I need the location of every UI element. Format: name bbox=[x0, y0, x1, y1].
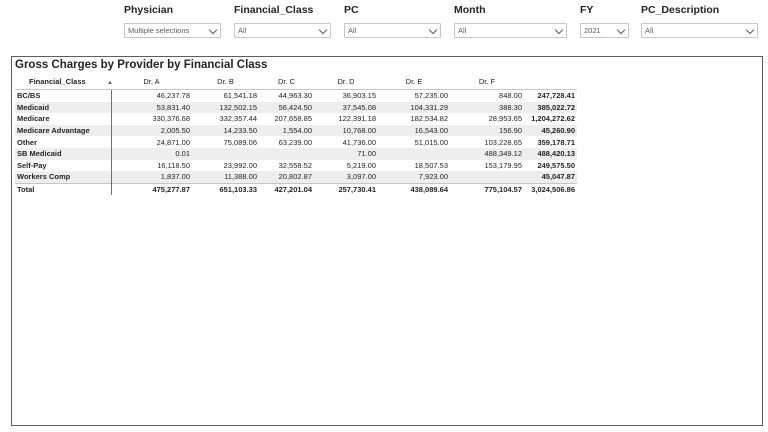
table-cell: 10,768.00 bbox=[342, 126, 376, 136]
table-cell: 5,219.00 bbox=[346, 160, 376, 170]
pc-description-dropdown[interactable] bbox=[641, 23, 758, 38]
slicer-physician bbox=[124, 3, 221, 38]
row-header[interactable] bbox=[15, 74, 111, 90]
slicer-value: All bbox=[458, 26, 467, 35]
table-cell: 132,502.15 bbox=[219, 102, 257, 112]
column-header[interactable]: Dr. A bbox=[111, 74, 192, 90]
table-cell: 7,923.00 bbox=[418, 172, 448, 182]
total-cell: 475,277.87 bbox=[111, 183, 192, 195]
row-label: Workers Comp bbox=[15, 171, 111, 183]
table-cell: 332,357.44 bbox=[219, 114, 257, 124]
chevron-down-icon bbox=[555, 26, 563, 34]
total-cell: 438,089.64 bbox=[378, 183, 450, 195]
table-row[interactable] bbox=[15, 113, 577, 125]
table-cell: 103,228.65 bbox=[484, 137, 522, 147]
row-label: Other bbox=[15, 136, 111, 148]
table-cell: 24,871.00 bbox=[156, 137, 190, 147]
slicer-title: FY bbox=[580, 4, 594, 16]
table-cell: 36,903.15 bbox=[342, 91, 376, 101]
total-label: Total bbox=[15, 183, 111, 195]
slicer-pc bbox=[344, 3, 441, 38]
row-total-cell: 1,204,272.62 bbox=[531, 114, 575, 124]
row-total-cell: 249,575.50 bbox=[537, 160, 575, 170]
slicer-title: PC bbox=[344, 4, 359, 16]
table-row[interactable] bbox=[15, 160, 577, 172]
table-cell: 488,349.12 bbox=[484, 149, 522, 159]
table-cell: 388.30 bbox=[499, 102, 522, 112]
row-total-cell: 247,728.41 bbox=[537, 91, 575, 101]
row-total-cell: 359,178.71 bbox=[537, 137, 575, 147]
table-cell: 1,554.00 bbox=[282, 126, 312, 136]
column-header-row bbox=[15, 74, 577, 90]
table-cell: 3,097.00 bbox=[346, 172, 376, 182]
column-header[interactable]: Dr. F bbox=[450, 74, 524, 90]
table-cell: 37,545.08 bbox=[342, 102, 376, 112]
row-label: Medicare Advantage bbox=[15, 125, 111, 137]
row-total-cell: 488,420.13 bbox=[537, 149, 575, 159]
table-cell: 28,953.65 bbox=[488, 114, 522, 124]
table-row[interactable] bbox=[15, 102, 577, 114]
table-cell: 14,233.50 bbox=[223, 126, 257, 136]
table-cell: 53,831.40 bbox=[156, 102, 190, 112]
total-row[interactable] bbox=[15, 183, 577, 195]
table-cell: 156.90 bbox=[499, 126, 522, 136]
table-cell: 330,376.68 bbox=[152, 114, 190, 124]
row-label: Medicare bbox=[15, 113, 111, 125]
row-total-cell: 45,047.87 bbox=[541, 172, 575, 182]
table-cell: 2,005.50 bbox=[160, 126, 190, 136]
table-cell bbox=[378, 148, 450, 160]
table-cell: 18,507.53 bbox=[414, 160, 448, 170]
slicer-value: All bbox=[348, 26, 357, 35]
slicer-title: PC_Description bbox=[641, 4, 720, 16]
chevron-down-icon bbox=[617, 26, 625, 34]
table-cell: 1,837.00 bbox=[160, 172, 190, 182]
slicer-title: Financial_Class bbox=[234, 4, 314, 16]
matrix-table bbox=[15, 74, 577, 195]
total-cell: 257,730.41 bbox=[314, 183, 378, 195]
table-row[interactable] bbox=[15, 171, 577, 183]
table-cell: 61,541.18 bbox=[223, 91, 257, 101]
table-cell bbox=[450, 171, 524, 183]
slicer-value: All bbox=[645, 26, 654, 35]
table-cell: 46,237.78 bbox=[156, 91, 190, 101]
table-row[interactable] bbox=[15, 148, 577, 160]
table-cell: 104,331.29 bbox=[410, 102, 448, 112]
table-cell: 41,736.00 bbox=[342, 137, 376, 147]
slicer-value: 2021 bbox=[584, 26, 601, 35]
table-cell: 16,118.50 bbox=[157, 160, 190, 170]
table-cell: 182,534.82 bbox=[410, 114, 448, 124]
table-cell: 63,239.00 bbox=[278, 137, 312, 147]
chevron-down-icon bbox=[319, 26, 327, 34]
financial-class-dropdown[interactable] bbox=[234, 23, 331, 38]
table-cell: 0.01 bbox=[175, 149, 190, 159]
column-header[interactable]: Dr. D bbox=[314, 74, 378, 90]
table-cell: 848.00 bbox=[499, 91, 522, 101]
grand-total-cell: 3,024,506.86 bbox=[524, 183, 577, 195]
table-cell: 20,802.87 bbox=[278, 172, 312, 182]
row-header-label: Financial_Class bbox=[29, 77, 86, 86]
column-header[interactable]: Dr. B bbox=[192, 74, 259, 90]
row-label: Self-Pay bbox=[15, 160, 111, 172]
table-cell: 122,391.18 bbox=[338, 114, 376, 124]
slicer-title: Physician bbox=[124, 4, 174, 16]
slicer-fy bbox=[580, 3, 629, 38]
column-header[interactable]: Dr. E bbox=[378, 74, 450, 90]
total-cell: 775,104.57 bbox=[450, 183, 524, 195]
sort-icon: ▲ bbox=[107, 80, 113, 86]
table-cell: 56,424.50 bbox=[278, 102, 312, 112]
row-label: SB Medicaid bbox=[15, 148, 111, 160]
table-row[interactable] bbox=[15, 136, 577, 148]
slicer-title: Month bbox=[454, 4, 486, 16]
table-cell: 207,658.85 bbox=[274, 114, 312, 124]
table-cell: 32,558.52 bbox=[278, 160, 312, 170]
total-cell: 651,103.33 bbox=[192, 183, 259, 195]
slicer-pc-description bbox=[641, 3, 758, 38]
table-cell: 16,543.00 bbox=[414, 126, 448, 136]
row-total-cell: 45,260.90 bbox=[541, 126, 575, 136]
column-header-total[interactable] bbox=[524, 74, 577, 90]
table-cell: 51,015.00 bbox=[414, 137, 448, 147]
slicer-financial-class bbox=[234, 3, 331, 38]
table-cell: 23,992.00 bbox=[223, 160, 257, 170]
table-cell: 75,089.06 bbox=[223, 137, 257, 147]
physician-dropdown[interactable] bbox=[124, 23, 221, 38]
chevron-down-icon bbox=[209, 26, 217, 34]
table-cell bbox=[192, 148, 259, 160]
fy-dropdown[interactable] bbox=[580, 23, 629, 38]
slicer-value: All bbox=[238, 26, 247, 35]
month-dropdown[interactable] bbox=[454, 23, 567, 38]
matrix-visual[interactable] bbox=[11, 56, 763, 426]
table-row[interactable] bbox=[15, 125, 577, 137]
table-cell: 71.00 bbox=[357, 149, 376, 159]
pc-dropdown[interactable] bbox=[344, 23, 441, 38]
column-header[interactable]: Dr. C bbox=[259, 74, 314, 90]
table-cell: 44,963.30 bbox=[278, 91, 312, 101]
chevron-down-icon bbox=[746, 26, 754, 34]
total-cell: 427,201.04 bbox=[259, 183, 314, 195]
visual-title: Gross Charges by Provider by Financial Class bbox=[15, 59, 268, 71]
table-cell: 57,235.00 bbox=[414, 91, 448, 101]
slicer-value: Multiple selections bbox=[128, 26, 190, 35]
table-cell: 153,179.95 bbox=[484, 160, 522, 170]
row-total-cell: 385,022.72 bbox=[537, 102, 575, 112]
slicer-month bbox=[454, 3, 567, 38]
chevron-down-icon bbox=[429, 26, 437, 34]
table-row[interactable] bbox=[15, 90, 577, 102]
table-cell: 11,388.00 bbox=[224, 172, 257, 182]
table-cell bbox=[259, 148, 314, 160]
row-label: Medicaid bbox=[15, 102, 111, 114]
row-label: BC/BS bbox=[15, 90, 111, 102]
